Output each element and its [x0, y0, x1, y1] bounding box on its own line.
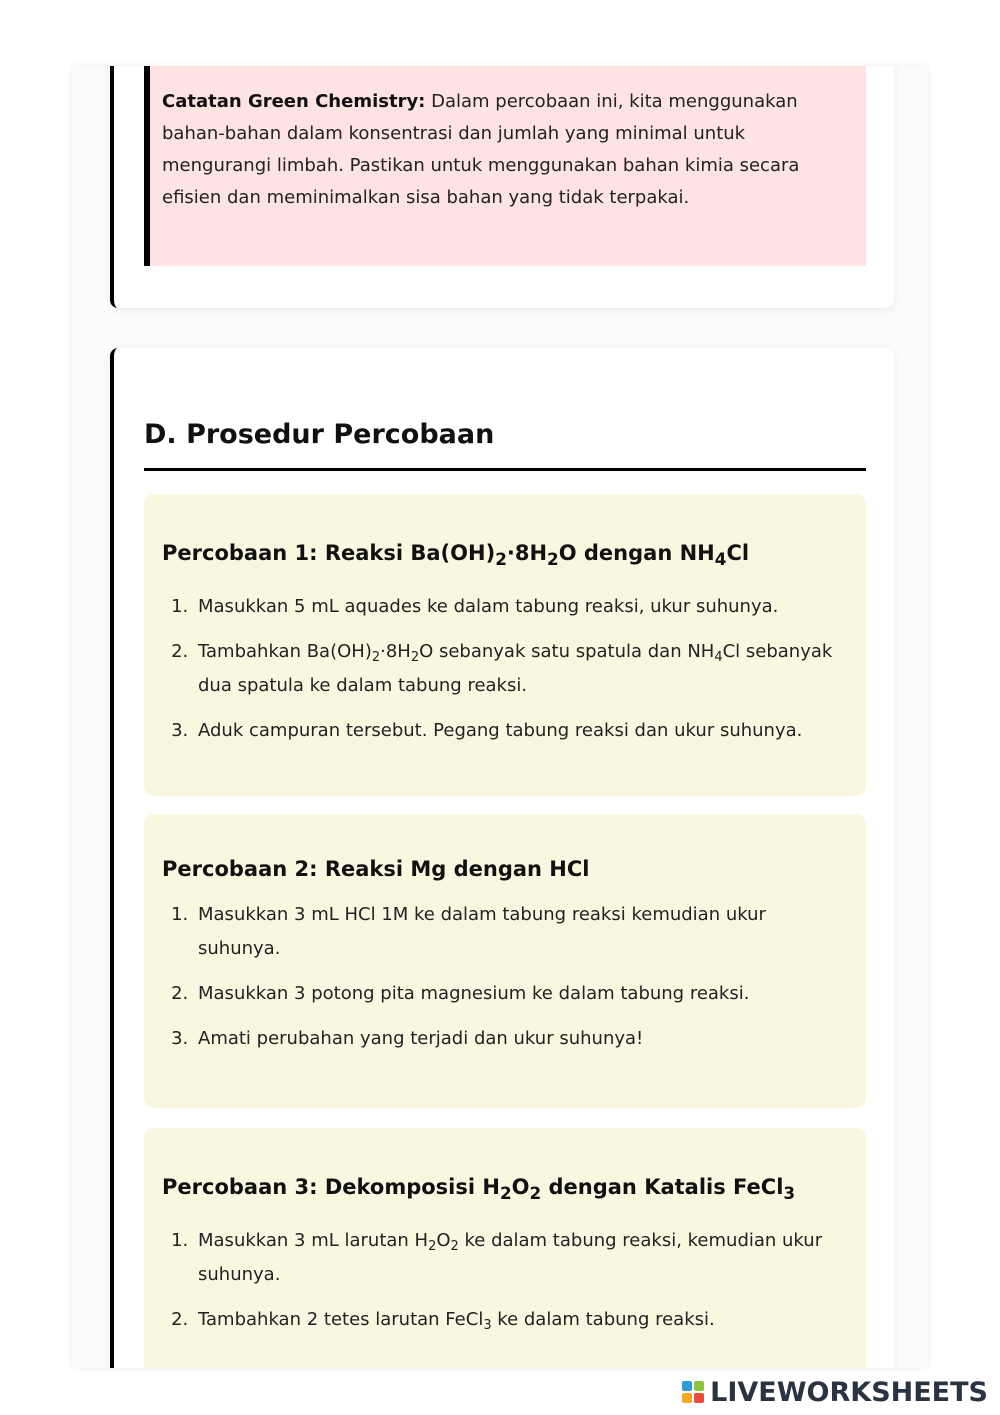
- list-item: 2. Tambahkan 2 tetes larutan FeCl$_3$ ke dalam tabung reaksi.: [194, 1303, 846, 1337]
- logo-square: [694, 1393, 704, 1403]
- green-chemistry-note: [144, 66, 866, 266]
- logo-square: [682, 1381, 692, 1391]
- list-item: 3. Aduk campuran tersebut. Pegang tabung reaksi dan ukur suhunya.: [194, 714, 846, 748]
- liveworksheets-logo-icon: [682, 1381, 704, 1403]
- experiment-3-steps: [162, 1224, 846, 1337]
- experiment-2-title: Percobaan 2: Reaksi Mg dengan HCl: [162, 857, 590, 881]
- liveworksheets-logo[interactable]: [682, 1376, 988, 1408]
- list-item: 2. Masukkan 3 potong pita magnesium ke dalam tabung reaksi.: [194, 977, 846, 1011]
- experiment-1-box: [144, 494, 866, 796]
- note-card: [110, 66, 894, 308]
- list-item: 3. Amati perubahan yang terjadi dan ukur suhunya!: [194, 1022, 846, 1056]
- experiment-1-steps: [162, 590, 846, 748]
- note-label: Catatan Green Chemistry:: [162, 91, 426, 112]
- experiment-3-box: [144, 1128, 866, 1368]
- procedure-card: [110, 348, 894, 1368]
- worksheet-page: [72, 66, 928, 1368]
- list-item: 1. Masukkan 5 mL aquades ke dalam tabung reaksi, ukur suhunya.: [194, 590, 846, 624]
- experiment-1-title: Percobaan 1: Reaksi $Ba(OH)_2\cdot 8H_2O$ dengan $NH_4Cl$: [162, 541, 750, 570]
- brand-name: LIVEWORKSHEETS: [710, 1376, 988, 1408]
- list-item: 1. Masukkan 3 mL larutan $H_2O_2$ ke dalam tabung reaksi, kemudian ukur suhunya.: [194, 1224, 846, 1292]
- note-text: Dalam percobaan ini, kita menggunakan bahan-bahan dalam konsentrasi dan jumlah yang minimal untuk mengurangi limbah. Pastikan untuk menggunakan bahan kimia secara efisien dan meminimalkan sisa bahan yang tidak terpakai.: [162, 91, 800, 208]
- logo-square: [694, 1381, 704, 1391]
- experiment-3-title: Percobaan 3: Dekomposisi $H_2O_2$ dengan Katalis FeCl$_3$: [162, 1175, 796, 1204]
- list-item: 1. Masukkan 3 mL HCl 1M ke dalam tabung reaksi kemudian ukur suhunya.: [194, 898, 846, 966]
- list-item: 2. Tambahkan $Ba(OH)_2\cdot 8H_2O$ sebanyak satu spatula dan $NH_4Cl$ sebanyak dua spatula ke dalam tabung reaksi.: [194, 635, 846, 703]
- section-title: D. Prosedur Percobaan: [144, 416, 866, 471]
- experiment-2-steps: [162, 898, 846, 1056]
- experiment-2-box: [144, 814, 866, 1108]
- logo-square: [682, 1393, 692, 1403]
